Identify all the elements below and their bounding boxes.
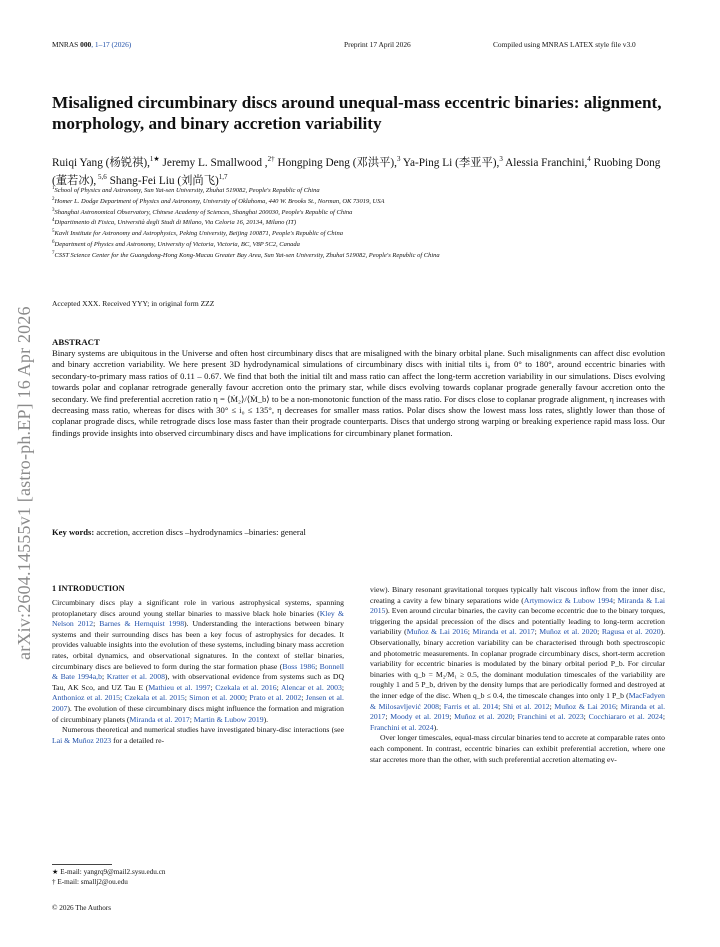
author-name: Shang-Fei Liu (刘尚飞) xyxy=(106,174,219,187)
citation-link[interactable]: Anthonioz et al. 2015 xyxy=(52,693,120,703)
author-affiliation-mark: 3 xyxy=(397,155,401,163)
author-affiliation-mark: 5,6 xyxy=(96,172,107,181)
citation-link[interactable]: Miranda et al. 2017 xyxy=(472,627,535,637)
citation-link[interactable]: Czekala et al. 2016 xyxy=(215,682,277,692)
paragraph-text: ). Observationally, binary accretion variability can be characterised through both spectroscopic and photometric measurements. In coplanar prograde circumbinary discs, short-term accretion variability for eccentric binaries is modulated by the binary orbital period P_b. For circular binaries with q_b = M₂/M₁ ≥ 0.5, the dominant modulation timescales of the variability are roughly 1 and 5 P_b, driven by the density lumps that are periodically formed and destroyed at the inner edge of the disc. When q_b ≤ 0.4, the timescale changes into only 1 P_b ( xyxy=(370,627,666,700)
abstract-heading: ABSTRACT xyxy=(52,337,100,347)
paragraph-text: ; xyxy=(341,682,344,692)
author-affiliation-mark: 1,7 xyxy=(218,172,228,181)
citation-link[interactable]: Muñoz & Lai 2016 xyxy=(406,627,468,637)
column-left xyxy=(52,598,344,746)
citation-link[interactable]: Jensen et al. 2007 xyxy=(52,693,344,713)
citation-link[interactable]: Simon et al. 2000 xyxy=(189,693,245,703)
footnote-mark: † xyxy=(52,877,56,886)
affiliation-line xyxy=(52,196,672,207)
paragraph-text: Over longer timescales, equal-mass circular binaries tend to accrete at comparable rates onto each component. In contrast, eccentric binaries can exhibit preferential accretion, where one star accretes more than the other, with such preferential accretion alternating ev- xyxy=(370,733,665,764)
paragraph-text: ). xyxy=(263,714,269,724)
affiliation-text: School of Physics and Astronomy, Sun Yat-sen University, Zhuhai 519082, People's Republic of China xyxy=(54,187,320,195)
citation-link[interactable]: Ragusa et al. 2020 xyxy=(601,627,661,637)
paragraph-text: ; xyxy=(189,714,194,724)
paragraph-text: ; xyxy=(438,701,444,711)
author-name: Hongping Deng (邓洪平), xyxy=(274,156,398,169)
paragraph-text: ; xyxy=(549,701,555,711)
intro-paragraph-2 xyxy=(52,725,344,746)
citation-link[interactable]: Moody et al. 2019 xyxy=(390,712,450,722)
paper-title: Misaligned circumbinary discs around unequal-mass eccentric binaries: alignment, morphology, and binary accretion variability xyxy=(52,93,662,133)
affiliation-list xyxy=(52,185,672,260)
paragraph-text: ; xyxy=(498,701,503,711)
affiliation-text: Shanghai Astronomical Observatory, Chinese Academy of Sciences, Shanghai 200030, People's Republic of China xyxy=(54,208,353,216)
author-name: Ruiqi Yang (杨锐祺), xyxy=(52,156,150,169)
affiliation-text: Kavli Institute for Astronomy and Astrophysics, Peking University, Beijing 100871, People's Republic of China xyxy=(54,230,343,238)
citation-link[interactable]: Martin & Lubow 2019 xyxy=(193,714,264,724)
author-name: Jeremy L. Smallwood , xyxy=(159,156,268,169)
author-affiliation-mark: 4 xyxy=(587,155,591,163)
keywords-text: accretion, accretion discs –hydrodynamics –binaries: general xyxy=(94,527,306,537)
affiliation-number: 6 xyxy=(52,239,55,245)
affiliation-text: Dipartimento di Fisica, Università degli Studi di Milano, Via Celoria 16, 20134, Milano (IT) xyxy=(54,219,297,227)
citation-link[interactable]: Prato et al. 2002 xyxy=(249,693,302,703)
paragraph-text: ; xyxy=(385,712,391,722)
affiliation-line xyxy=(52,228,672,239)
author-name: Ya-Ping Li (李亚平), xyxy=(400,156,500,169)
citation-link[interactable]: Bonnell & Bate 1994a,b xyxy=(52,661,344,682)
footnote-divider xyxy=(52,864,112,865)
footnote-email[interactable]: E-mail: smallj2@ou.edu xyxy=(55,877,128,886)
paragraph-text: ; xyxy=(597,627,602,637)
affiliation-line xyxy=(52,250,672,261)
compiled-note: Compiled using MNRAS LATEX style file v3.0 xyxy=(493,40,636,49)
citation-link[interactable]: Miranda et al. 2017 xyxy=(129,714,190,724)
paragraph-text: ; xyxy=(101,672,107,682)
paragraph-text: ; xyxy=(184,693,190,703)
author-affiliation-mark: 2† xyxy=(267,155,275,163)
paragraph-text: ), with observational evidence from systems such as DQ Tau, AK Sco, and UZ Tau E ( xyxy=(52,672,344,692)
paragraph-text: ; xyxy=(276,682,281,692)
copyright: © 2026 The Authors xyxy=(52,904,112,912)
paragraph-text: ). xyxy=(433,722,439,732)
preprint-date: Preprint 17 April 2026 xyxy=(344,40,411,49)
affiliation-number: 7 xyxy=(52,250,55,256)
affiliation-line xyxy=(52,239,672,250)
citation-link[interactable]: Alencar et al. 2003 xyxy=(281,682,342,692)
journal-ref: MNRAS 000, 1–17 (2026) xyxy=(52,40,132,49)
citation-link[interactable]: Barnes & Hernquist 1998 xyxy=(99,619,185,629)
citation-link[interactable]: Lai & Muñoz 2023 xyxy=(52,735,112,745)
affiliation-text: Department of Physics and Astronomy, University of Victoria, Victoria, BC, V8P 5C2, Canada xyxy=(54,240,300,248)
keywords-label: Key words: xyxy=(52,527,95,537)
citation-link[interactable]: Boss 1986 xyxy=(282,661,316,671)
paragraph-text: ; xyxy=(467,627,473,637)
paragraph-text: ; xyxy=(210,682,216,692)
paragraph-text: view). Binary resonant gravitational torques typically halt viscous inflow from the inner disc, creating a cavity a few binary separations wide ( xyxy=(370,585,665,605)
paragraph-text: Numerous theoretical and numerical studies have investigated binary-disc interactions (see xyxy=(62,725,344,735)
intro-paragraph-3 xyxy=(370,585,665,733)
paragraph-text: ). Even around circular binaries, the cavity can become eccentric due to the binary torques, triggering the apsidal precession of the discs and potentially leading to long-term accretion variability ( xyxy=(370,606,665,637)
arxiv-stamp[interactable]: arXiv:2604.14555v1 [astro-ph.EP] 16 Apr 2026 xyxy=(14,306,34,660)
acceptance-note: Accepted XXX. Received YYY; in original form ZZZ xyxy=(52,299,215,308)
citation-link[interactable]: Artymowicz & Lubow 1994 xyxy=(523,595,613,605)
paragraph-text: ; xyxy=(615,701,621,711)
citation-link[interactable]: Farris et al. 2014 xyxy=(443,701,499,711)
paragraph-text: ; xyxy=(512,712,518,722)
paragraph-text: ; xyxy=(662,712,665,722)
journal-volume: 000 xyxy=(80,40,92,49)
section-heading-introduction: 1 INTRODUCTION xyxy=(52,584,125,593)
paragraph-text: ; xyxy=(119,693,125,703)
paragraph-text: ). Understanding the interactions between binary systems and their surrounding discs has been a key focus of astrophysics for decades. It provides valuable insights into the evolution of these systems, including binary mass accretion rates, orbital dynamics, and observational signatures. In the context of stellar binaries, circumbinary discs are believed to form during the star formation phase ( xyxy=(52,619,345,671)
affiliation-line xyxy=(52,207,672,218)
affiliation-number: 2 xyxy=(52,196,55,202)
citation-link[interactable]: Miranda et al. 2017 xyxy=(370,701,666,722)
paragraph-text: ; xyxy=(534,627,540,637)
paragraph-text: ; xyxy=(301,693,306,703)
citation-link[interactable]: Franchini et al. 2023 xyxy=(517,712,584,722)
citation-link[interactable]: Franchini et al. 2024 xyxy=(370,722,434,732)
intro-paragraph-1 xyxy=(52,598,344,725)
footnote-mark: ★ xyxy=(52,868,59,876)
affiliation-text: Homer L. Dodge Department of Physics and Astronomy, University of Oklahoma, 440 W. Brooks St., Norman, OK 73019, USA xyxy=(54,197,385,205)
paragraph-text: ; xyxy=(613,595,618,605)
paragraph-text: ; xyxy=(449,712,455,722)
paragraph-text: ; xyxy=(93,619,100,629)
paragraph-text: ; xyxy=(244,693,250,703)
paragraph-text: for a detailed re- xyxy=(111,735,165,745)
footnotes xyxy=(52,868,165,887)
citation-link[interactable]: Kley & Nelson 2012 xyxy=(52,608,344,629)
paragraph-text: ). The evolution of these circumbinary discs might influence the formation and migration of circumbinary planets ( xyxy=(52,703,344,724)
keywords xyxy=(52,527,665,537)
affiliation-number: 1 xyxy=(52,186,55,191)
column-right xyxy=(370,585,665,765)
affiliation-line xyxy=(52,185,672,196)
citation-link[interactable]: MacFadyen & Milosavljević 2008 xyxy=(370,690,665,711)
paragraph-text: Circumbinary discs play a significant role in various astrophysical systems, spanning protoplanetary discs around young stellar binaries to massive black hole binaries ( xyxy=(52,598,344,618)
author-name: Ruobing Dong (董若冰), xyxy=(52,156,661,187)
footnote xyxy=(52,878,165,888)
paragraph-text: ; xyxy=(583,712,589,722)
footnote xyxy=(52,868,165,878)
affiliation-number: 5 xyxy=(52,229,55,234)
citation-link[interactable]: Miranda & Lai 2015 xyxy=(370,595,665,616)
affiliation-number: 4 xyxy=(52,218,55,224)
citation-link[interactable]: Muñoz & Lai 2016 xyxy=(554,701,616,711)
citation-link[interactable]: Mathieu et al. 1997 xyxy=(148,682,211,692)
affiliation-line xyxy=(52,217,672,228)
citation-link[interactable]: Muñoz et al. 2020 xyxy=(539,627,598,637)
intro-paragraph-4 xyxy=(370,733,665,765)
citation-link[interactable]: Czekala et al. 2015 xyxy=(124,693,185,703)
page-range-link[interactable]: , 1–17 (2026) xyxy=(91,40,132,49)
citation-link[interactable]: Kratter et al. 2008 xyxy=(106,672,165,682)
affiliation-text: CSST Science Center for the Guangdong-Hong Kong-Macau Greater Bay Area, Sun Yat-sen University, Zhuhai 519082, People's Republic of China xyxy=(54,251,440,259)
abstract-text: Binary systems are ubiquitous in the Universe and often host circumbinary discs that are misaligned with the binary orbital plane. Such misalignments can affect disc evolution and binary accretion variability. We here present 3D hydrodynamical simulations of circumbinary discs with initial tilts i₀ from 0° to 180°, around eccentric binaries with secondary-to-primary mass ratios of 0.11 – 0.67. We find that both the initial tilt and mass ratio can affect the long-term accretion variability in our simulations. Discs evolving towards polar and coplanar retrograde generally favour accretion onto the primary star, while discs evolving towards coplanar prograde generally favour accretion onto the secondary. We find preferential accretion ratio η = ⟨Ṁ₂⟩/⟨Ṁ_b⟩ to be a non-monotonic function of the mass ratio. For discs close to coplanar prograde alignment, η increases with decreasing mass ratio, whereas for discs with 30° ≤ i₀ ≤ 135°, η decreases for smaller mass ratios. Polar discs show the lowest mass loss rates, slightly lower than those of coplanar prograde discs, while retrograde discs lose mass faster than their prograde counterparts. Discs that undergo strong warping or breaking experience rapid mass loss. Our findings provide insights into observed circumbinary discs and have implications for circumbinary planet formation. xyxy=(52,348,665,438)
author-affiliation-mark: 3 xyxy=(499,155,503,163)
citation-link[interactable]: Cocchiararo et al. 2024 xyxy=(588,712,663,722)
citation-link[interactable]: Shi et al. 2012 xyxy=(502,701,550,711)
author-affiliation-mark: 1★ xyxy=(149,155,160,163)
author-list xyxy=(52,152,672,188)
author-name: Alessia Franchini, xyxy=(502,156,588,169)
citation-link[interactable]: Muñoz et al. 2020 xyxy=(454,712,513,722)
footnote-email[interactable]: E-mail: yangrq9@mail2.sysu.edu.cn xyxy=(58,868,166,876)
affiliation-number: 3 xyxy=(52,207,55,213)
paragraph-text: ; xyxy=(315,661,320,671)
